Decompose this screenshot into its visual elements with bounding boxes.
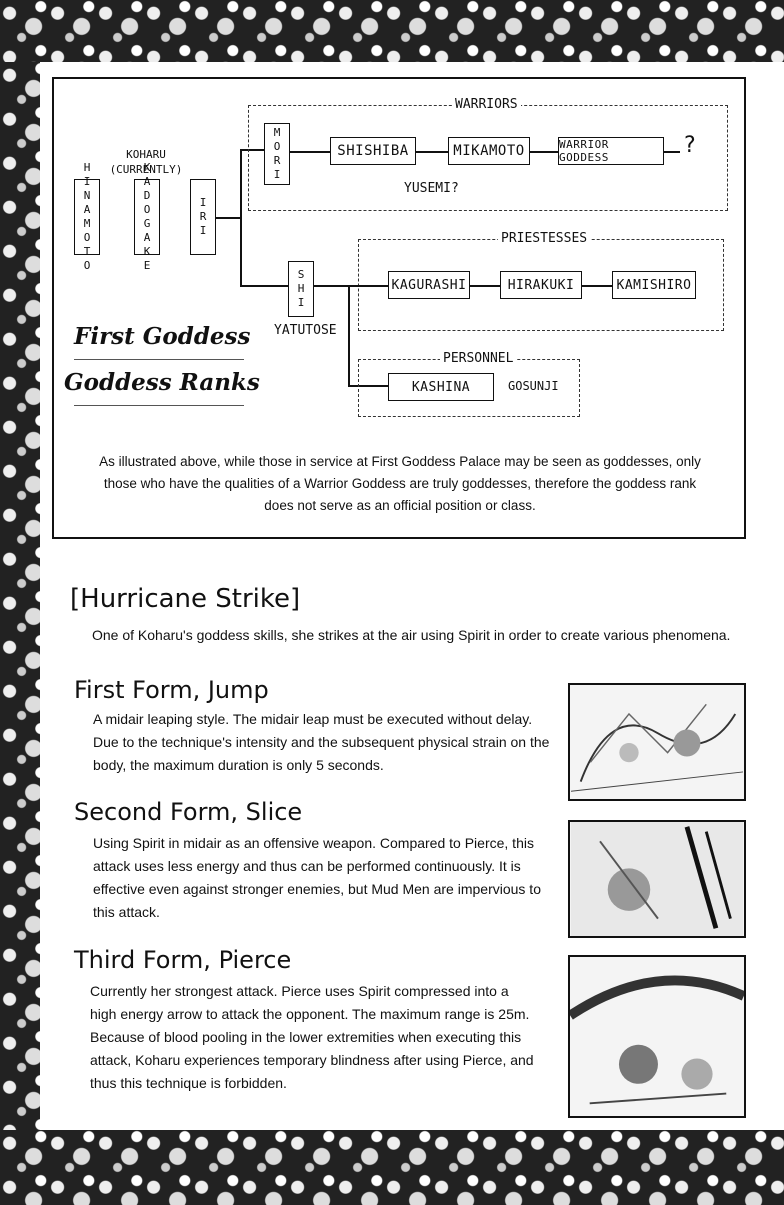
priestesses-label: PRIESTESSES: [498, 231, 590, 246]
box-kamishiro: KAMISHIRO: [612, 271, 696, 299]
form2-illustration: [568, 820, 746, 938]
manga-panel-art: [570, 685, 744, 799]
connector: [348, 285, 350, 385]
form3-title: Third Form, Pierce: [74, 946, 292, 974]
kadogake-text: KADOGAKE: [140, 161, 154, 273]
form3-line: attack, Koharu experiences temporary blindness after using Pierce, and: [90, 1052, 534, 1068]
form2-line: this attack.: [93, 904, 160, 920]
form1-line: body, the maximum duration is only 5 seconds.: [93, 757, 384, 773]
form3-line: Because of blood pooling in the lower extremities when executing this: [90, 1029, 522, 1045]
form2-line: effective even against stronger enemies, but Mud Men are impervious to: [93, 881, 541, 897]
form2-title: Second Form, Slice: [74, 798, 303, 826]
title-rule: [74, 405, 244, 406]
mori-text: MORI: [270, 126, 284, 182]
form1-line: A midair leaping style. The midair leap must be executed without delay.: [93, 711, 533, 727]
manga-panel-art: [570, 822, 744, 936]
warriors-label: WARRIORS: [452, 97, 521, 112]
connector: [348, 285, 388, 287]
form1-desc: [93, 708, 563, 777]
box-mikamoto: MIKAMOTO: [448, 137, 530, 165]
hurricane-desc: One of Koharu's goddess skills, she strikes at the air using Spirit in order to create various phenomena.: [92, 627, 731, 643]
box-kashina: KASHINA: [388, 373, 494, 401]
connector: [470, 285, 500, 287]
title-rule: [74, 359, 244, 360]
yatutose-label: YATUTOSE: [274, 323, 337, 338]
chart-title-line1: First Goddess: [74, 323, 251, 350]
manga-panel-art: [570, 957, 744, 1116]
floral-border-top: [0, 0, 784, 62]
form1-illustration: [568, 683, 746, 801]
connector: [240, 149, 242, 285]
box-iri: [190, 179, 216, 255]
box-warrior-goddess: WARRIOR GODDESS: [558, 137, 664, 165]
form2-line: attack uses less energy and thus can be performed continuously. It is: [93, 858, 521, 874]
box-hinamoto: [74, 161, 100, 273]
connector: [582, 285, 612, 287]
box-hirakuki: HIRAKUKI: [500, 271, 582, 299]
form1-title: First Form, Jump: [74, 676, 269, 704]
box-shi: [288, 261, 314, 317]
shi-text: SHI: [294, 268, 308, 310]
form3-line: Currently her strongest attack. Pierce uses Spirit compressed into a: [90, 983, 509, 999]
chart-caption: As illustrated above, while those in service at First Goddess Palace may be seen as goddesses, only those who have the qualities of a Warrior Goddess are truly goddesses, therefore the goddess rank does not serve as an official position or class.: [99, 454, 701, 513]
form3-desc: [90, 980, 564, 1095]
koharu-name: KOHARU: [126, 148, 166, 161]
form2-desc: [93, 832, 563, 924]
connector: [416, 151, 448, 153]
personnel-label: PERSONNEL: [440, 351, 516, 366]
connector: [216, 217, 240, 219]
connector: [240, 285, 288, 287]
form2-line: Using Spirit in midair as an offensive weapon. Compared to Pierce, this: [93, 835, 534, 851]
connector: [290, 151, 330, 153]
connector: [314, 285, 348, 287]
floral-border-bottom: [0, 1130, 784, 1205]
connector: [530, 151, 558, 153]
hinamoto-text: HINAMOTO: [80, 161, 94, 273]
form3-line: high energy arrow to attack the opponent. The maximum range is 25m.: [90, 1006, 530, 1022]
iri-text: IRI: [196, 196, 210, 238]
connector: [664, 151, 680, 153]
chart-title-line2: Goddess Ranks: [64, 369, 260, 396]
box-kadogake: [134, 161, 160, 273]
question-mark: ?: [684, 133, 696, 158]
yusemi-label: YUSEMI?: [404, 181, 459, 196]
koharu-currently: (CURRENTLY): [109, 163, 183, 176]
form1-line: Due to the technique's intensity and the subsequent physical strain on the: [93, 734, 550, 750]
hurricane-title: [Hurricane Strike]: [70, 584, 301, 614]
box-shishiba: SHISHIBA: [330, 137, 416, 165]
box-mori: [264, 123, 290, 185]
gosunji-label: GOSUNJI: [508, 379, 559, 393]
form3-illustration: [568, 955, 746, 1118]
floral-border-left: [0, 62, 40, 1130]
form3-line: thus this technique is forbidden.: [90, 1075, 287, 1091]
box-kagurashi: KAGURASHI: [388, 271, 470, 299]
